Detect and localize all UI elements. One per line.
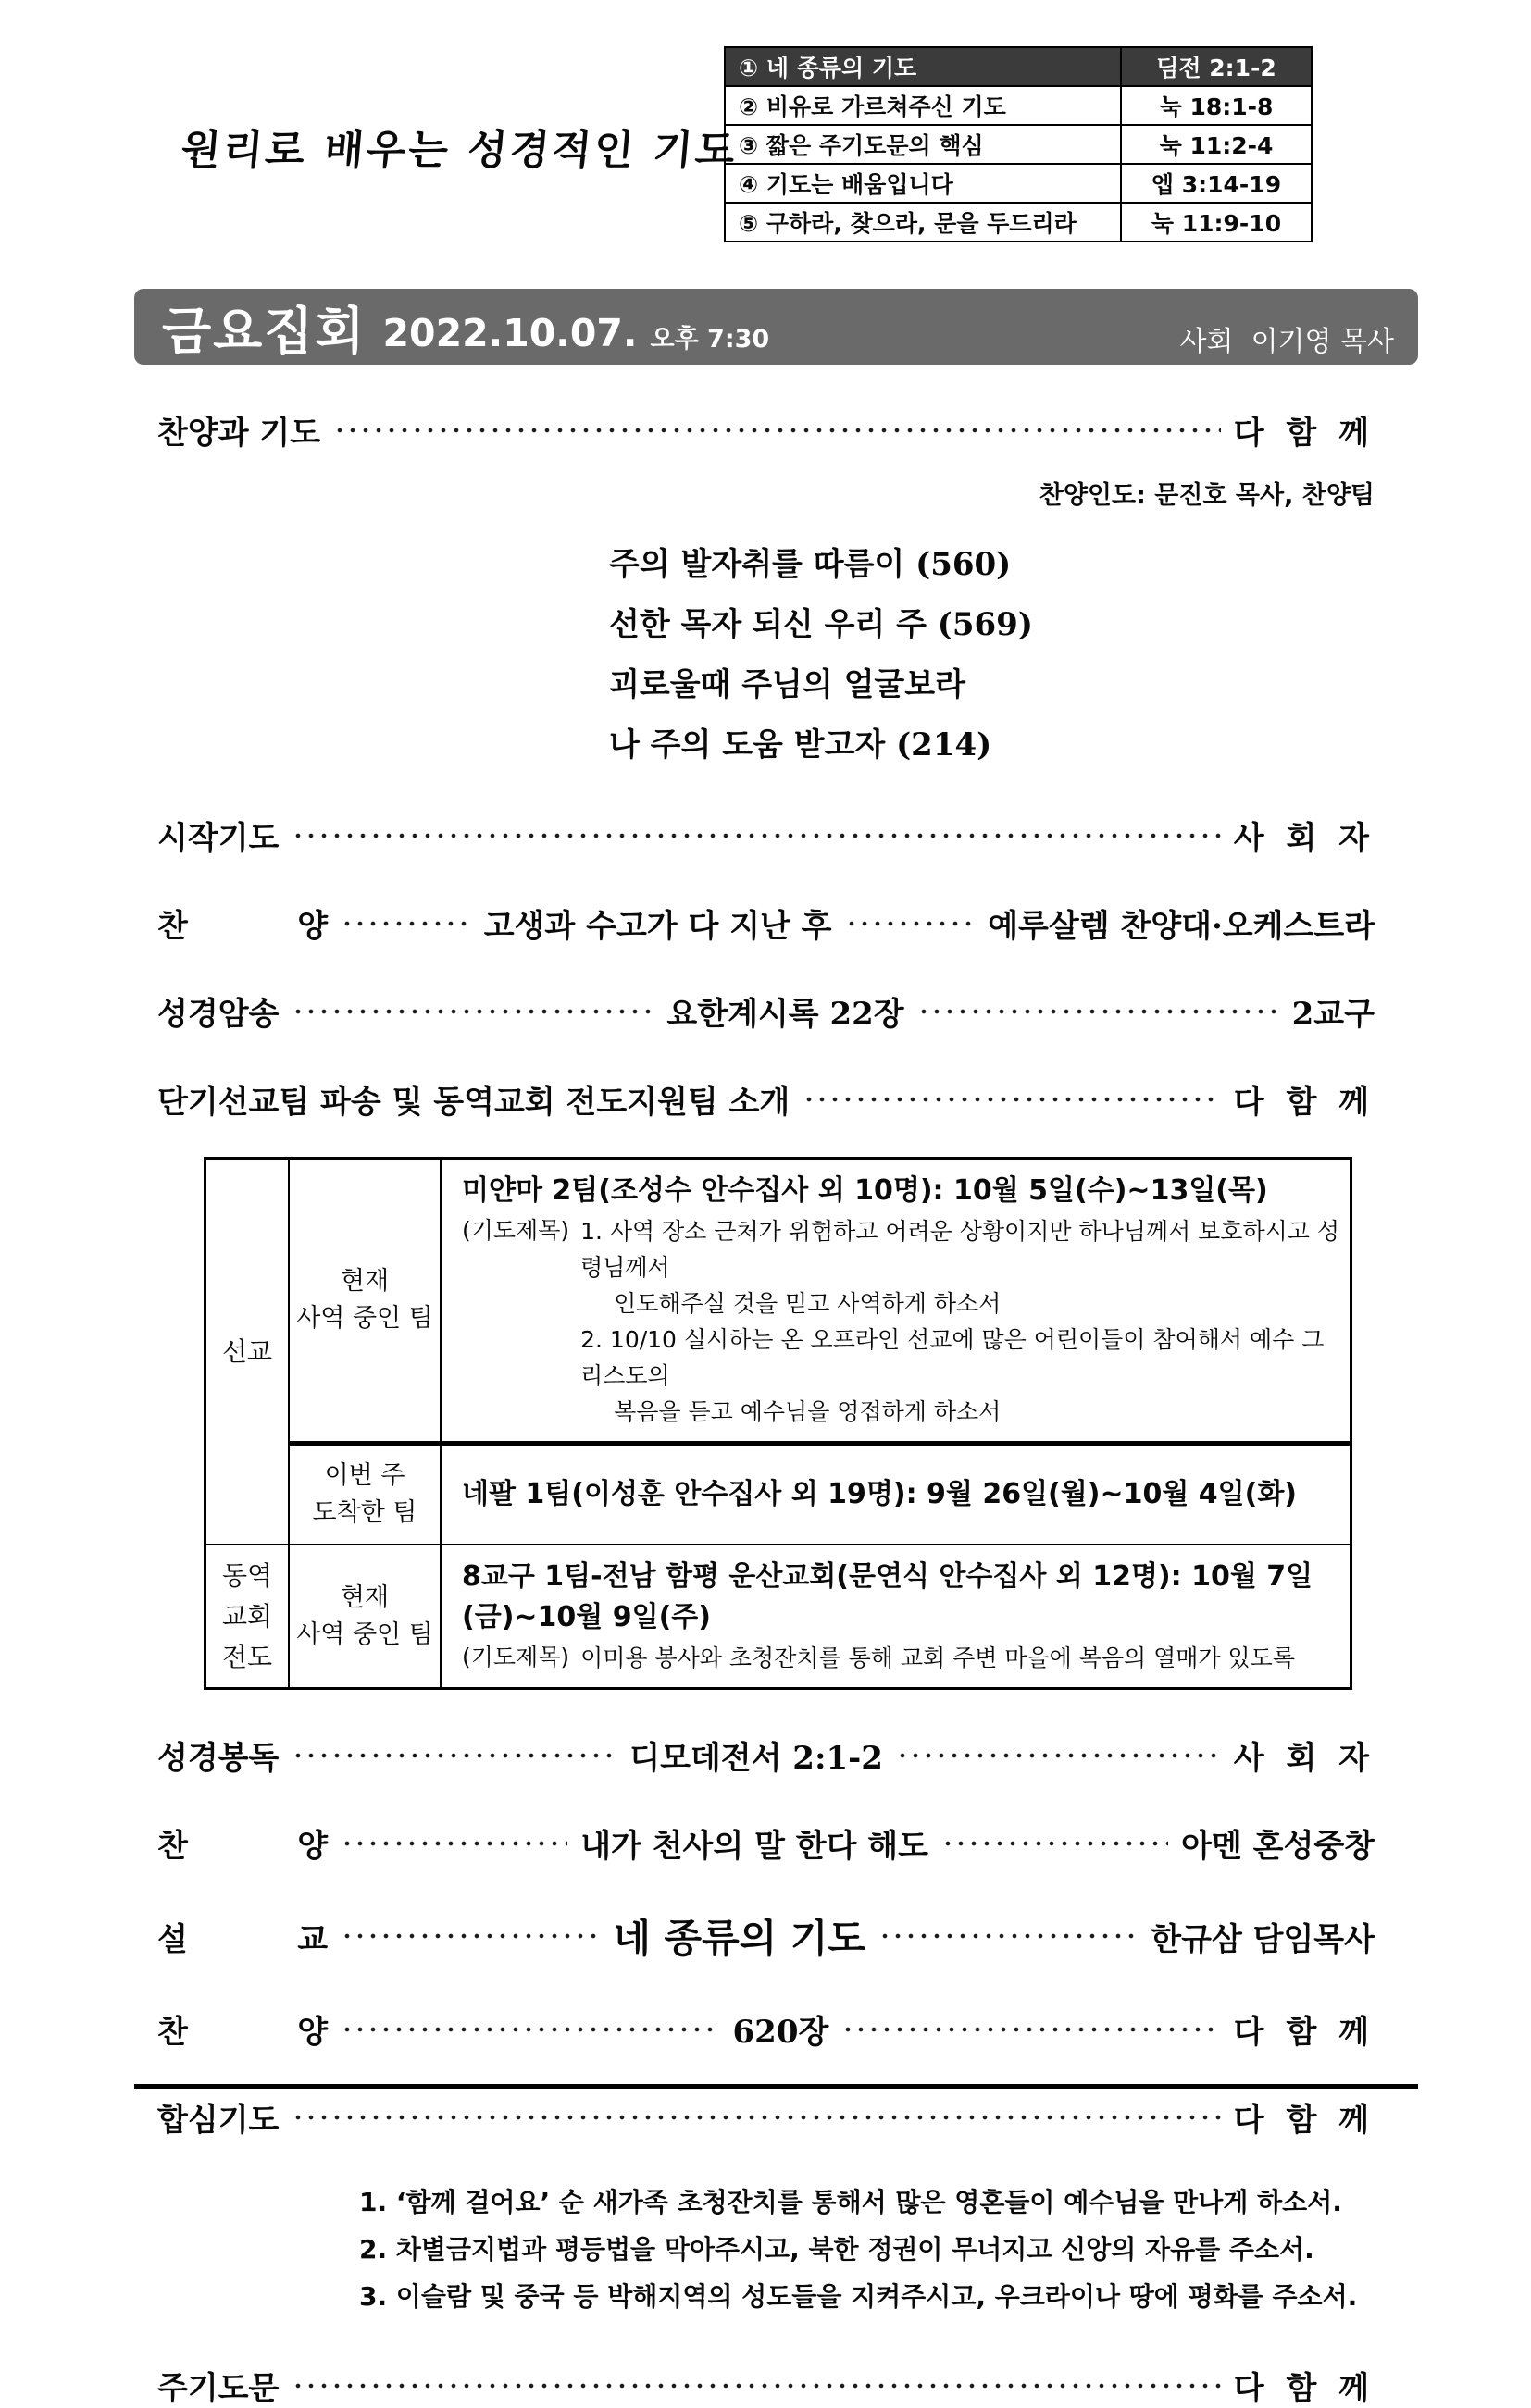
outline-ref: 엡 3:14-19 xyxy=(1121,164,1312,203)
prayer-line: 1. 사역 장소 근처가 위험하고 어려운 상황이지만 하나님께서 보호하시고 성령님께서 xyxy=(580,1218,1339,1281)
dotted-leader xyxy=(341,919,471,928)
outline-row xyxy=(725,164,1312,203)
dotted-leader xyxy=(341,1839,567,1848)
dotted-leader xyxy=(292,2381,1220,2390)
mission-row xyxy=(205,1444,1351,1545)
program-item-praise-prayer xyxy=(157,407,1375,453)
item-label: 찬 양 xyxy=(157,908,329,945)
hymn-line: 나 주의 도움 받고자 (214) xyxy=(609,726,992,763)
category-line: 교회 xyxy=(221,1600,273,1632)
item-piece: 디모데전서 2:1-2 xyxy=(629,1740,883,1777)
meeting-name: 금요집회 xyxy=(162,301,367,361)
item-performer: 2교구 xyxy=(1291,996,1375,1033)
team-type-line: 현재 xyxy=(340,1267,390,1296)
item-piece: 요한계시록 22장 xyxy=(666,996,904,1033)
program-item-hymn620 xyxy=(157,2006,1375,2052)
item-performer: 다 함 께 xyxy=(1233,2014,1375,2051)
dotted-leader xyxy=(803,1095,1221,1104)
prayer-line: 인도해주실 것을 믿고 사역하게 하소서 xyxy=(614,1290,1002,1317)
mission-row xyxy=(205,1159,1351,1444)
program-item-joint-prayer xyxy=(157,2094,1375,2140)
outline-ref: 눅 11:2-4 xyxy=(1121,125,1312,164)
team-type-line: 사역 중인 팀 xyxy=(296,1620,433,1649)
joint-prayer-topics xyxy=(359,2178,1375,2320)
mission-category xyxy=(205,1159,290,1545)
hymn-line: 주의 발자취를 따름이 (560) xyxy=(609,546,1012,583)
mission-team-type xyxy=(289,1545,441,1689)
category-line: 동역 xyxy=(221,1559,273,1591)
outline-title: ① 네 종류의 기도 xyxy=(725,47,1121,86)
program-item-mission-intro xyxy=(157,1076,1375,1122)
item-label: 주기도문 xyxy=(157,2370,280,2407)
item-performer: 사 회 자 xyxy=(1233,1740,1375,1777)
mission-team-table xyxy=(204,1157,1352,1690)
dotted-leader xyxy=(292,831,1220,840)
item-performer: 아멘 혼성중창 xyxy=(1181,1828,1375,1865)
bottom-rule xyxy=(134,2084,1418,2089)
prayer-topic-label: (기도제목) xyxy=(462,1217,570,1244)
joint-prayer-line: 1. ‘함께 걸어요’ 순 새가족 초청잔치를 통해서 많은 영혼들이 예수님을 만나게 하소서. xyxy=(359,2187,1342,2217)
program-item-scripture-reading xyxy=(157,1732,1375,1778)
item-performer: 사 회 자 xyxy=(1233,820,1375,857)
prayer-topic-lines xyxy=(580,1213,1340,1430)
hymn-line: 선한 목자 되신 우리 주 (569) xyxy=(609,606,1033,643)
item-performer: 다 함 께 xyxy=(1233,1084,1375,1121)
meeting-time: 오후 7:30 xyxy=(650,324,770,354)
outline-row xyxy=(725,203,1312,242)
outline-row xyxy=(725,86,1312,125)
prayer-topic-label: (기도제목) xyxy=(462,1644,570,1670)
outline-title: ③ 짧은 주기도문의 핵심 xyxy=(725,125,1121,164)
outline-ref: 딤전 2:1-2 xyxy=(1121,47,1312,86)
prayer-line: 2. 10/10 실시하는 온 오프라인 선교에 많은 어린이들이 참여해서 예수 그리스도의 xyxy=(580,1326,1325,1389)
item-label: 시작기도 xyxy=(157,820,280,857)
program-item-choir xyxy=(157,1820,1375,1866)
item-label: 설 교 xyxy=(157,1920,329,1958)
outline-ref: 눅 18:1-8 xyxy=(1121,86,1312,125)
mission-detail xyxy=(441,1159,1351,1444)
prayer-topics xyxy=(462,1640,1340,1676)
item-performer: 한규삼 담임목사 xyxy=(1151,1920,1375,1958)
dotted-leader xyxy=(341,1931,600,1941)
item-performer: 다 함 께 xyxy=(1233,2370,1375,2407)
top-area xyxy=(0,0,1531,289)
mission-category xyxy=(205,1545,290,1689)
joint-prayer-line: 2. 차별금지법과 평등법을 막아주시고, 북한 정권이 무너지고 신앙의 자유를 주소서. xyxy=(359,2234,1314,2265)
category-line: 선교 xyxy=(221,1335,273,1367)
outline-row xyxy=(725,125,1312,164)
outline-title: ⑤ 구하라, 찾으라, 문을 두드리라 xyxy=(725,203,1121,242)
mission-row xyxy=(205,1545,1351,1689)
item-label: 찬 양 xyxy=(157,1828,329,1865)
sermon-outline-table xyxy=(724,46,1313,242)
meeting-moderator: 사회 이기영 목사 xyxy=(1179,326,1394,358)
program-item-opening-prayer xyxy=(157,813,1375,858)
sermon-title: 네 종류의 기도 xyxy=(613,1916,865,1961)
joint-prayer-line: 3. 이슬람 및 중국 등 박해지역의 성도들을 지켜주시고, 우크라이나 땅에 평화를 주소서. xyxy=(359,2281,1358,2312)
team-title: 8교구 1팀-전남 함평 운산교회(문연식 안수집사 외 12명): 10월 7일(금)~10월 9일(주) xyxy=(462,1560,1313,1633)
outline-title: ④ 기도는 배움입니다 xyxy=(725,164,1121,203)
dotted-leader xyxy=(917,1007,1279,1016)
team-type-line: 현재 xyxy=(340,1583,390,1612)
category-line: 전도 xyxy=(221,1641,273,1672)
team-title: 미얀마 2팀(조성수 안수집사 외 10명): 10월 5일(수)~13일(목) xyxy=(462,1174,1268,1207)
item-label: 성경암송 xyxy=(157,996,280,1033)
mission-detail xyxy=(441,1444,1351,1545)
outline-title: ② 비유로 가르쳐주신 기도 xyxy=(725,86,1121,125)
program-item-anthem xyxy=(157,900,1375,946)
team-type-line: 도착한 팀 xyxy=(312,1498,417,1527)
meeting-date: 2022.10.07. xyxy=(382,311,638,355)
prayer-topics xyxy=(462,1213,1340,1430)
dotted-leader xyxy=(333,426,1221,435)
team-type-line: 사역 중인 팀 xyxy=(296,1304,433,1333)
hymn-list xyxy=(609,535,1375,776)
item-performer: 다 함 께 xyxy=(1233,2102,1375,2139)
program-item-memorization xyxy=(157,988,1375,1034)
item-label: 찬양과 기도 xyxy=(157,415,321,452)
team-title: 네팔 1팀(이성훈 안수집사 외 19명): 9월 26일(월)~10월 4일(화) xyxy=(462,1478,1298,1510)
hymn-line: 괴로울때 주님의 얼굴보라 xyxy=(609,666,965,703)
item-performer: 예루살렘 찬양대·오케스트라 xyxy=(988,908,1375,945)
program-item-sermon xyxy=(157,1908,1375,1964)
dotted-leader xyxy=(896,1751,1221,1760)
dotted-leader xyxy=(878,1931,1138,1941)
item-performer: 다 함 께 xyxy=(1233,415,1375,452)
item-label: 단기선교팀 파송 및 동역교회 전도지원팀 소개 xyxy=(157,1084,790,1121)
praise-leader-note: 찬양인도: 문진호 목사, 찬양팀 xyxy=(1039,481,1375,510)
program-content xyxy=(0,407,1531,2408)
mission-detail xyxy=(441,1545,1351,1689)
item-piece: 내가 천사의 말 한다 해도 xyxy=(580,1828,928,1865)
dotted-leader xyxy=(292,1007,653,1016)
prayer-topic-lines xyxy=(580,1640,1295,1676)
outline-ref: 눅 11:9-10 xyxy=(1121,203,1312,242)
meeting-title-bar xyxy=(134,289,1418,365)
program-item-lords-prayer xyxy=(157,2363,1375,2408)
mission-team-type xyxy=(289,1159,441,1444)
dotted-leader xyxy=(845,919,976,928)
team-type-line: 이번 주 xyxy=(324,1461,405,1490)
dotted-leader xyxy=(341,2025,719,2034)
outline-row xyxy=(725,47,1312,86)
item-label: 합심기도 xyxy=(157,2102,280,2139)
item-piece: 620장 xyxy=(732,2014,829,2051)
prayer-line: 이미용 봉사와 초청잔치를 통해 교회 주변 마을에 복음의 열매가 있도록 xyxy=(580,1645,1295,1671)
dotted-leader xyxy=(941,1839,1168,1848)
prayer-line: 복음을 듣고 예수님을 영접하게 하소서 xyxy=(614,1398,1002,1425)
handwritten-series-title: 원리로 배우는 성경적인 기도 xyxy=(179,127,740,174)
dotted-leader xyxy=(292,2113,1220,2122)
item-piece: 고생과 수고가 다 지난 후 xyxy=(483,908,832,945)
dotted-leader xyxy=(841,2025,1220,2034)
item-label: 성경봉독 xyxy=(157,1740,280,1777)
dotted-leader xyxy=(292,1751,616,1760)
item-label: 찬 양 xyxy=(157,2014,329,2051)
mission-team-type xyxy=(289,1444,441,1545)
